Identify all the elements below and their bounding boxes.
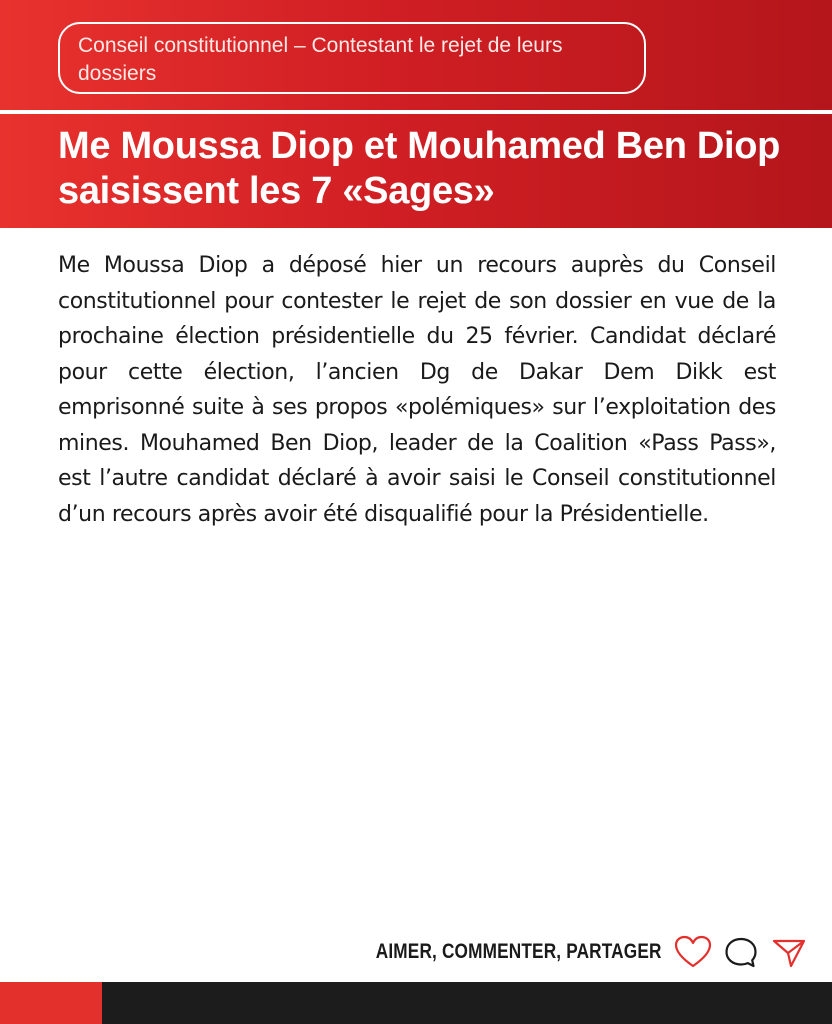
header-divider bbox=[0, 110, 832, 114]
footer-accent bbox=[0, 982, 102, 1024]
footer-bar bbox=[0, 982, 832, 1024]
actions-label: AIMER, COMMENTER, PARTAGER bbox=[376, 940, 662, 963]
kicker-label: Conseil constitutionnel – Contestant le rejet de leurs dossiers bbox=[58, 22, 646, 94]
header-banner bbox=[0, 0, 832, 228]
heart-icon[interactable] bbox=[674, 935, 712, 969]
headline: Me Moussa Diop et Mouhamed Ben Diop saisissent les 7 «Sages» bbox=[58, 125, 781, 212]
action-bar bbox=[313, 934, 808, 970]
article-body: Me Moussa Diop a déposé hier un recours auprès du Conseil constitutionnel pour contester le rejet de son dossier en vue de la prochaine élection présidentielle du 25 février. Candidat déclaré pour cette élection, l’ancien Dg de Dakar Dem Dikk est emprisonné suite à ses propos «polémiques» sur l’exploitation des mines. Mouhamed Ben Diop, leader de la Coalition «Pass Pass», est l’autre candidat déclaré à avoir saisi le Conseil constitutionnel d’un recours après avoir été disqualifié pour la Présidentielle. bbox=[58, 253, 776, 527]
share-icon[interactable] bbox=[770, 935, 808, 969]
comment-icon[interactable] bbox=[722, 935, 760, 969]
